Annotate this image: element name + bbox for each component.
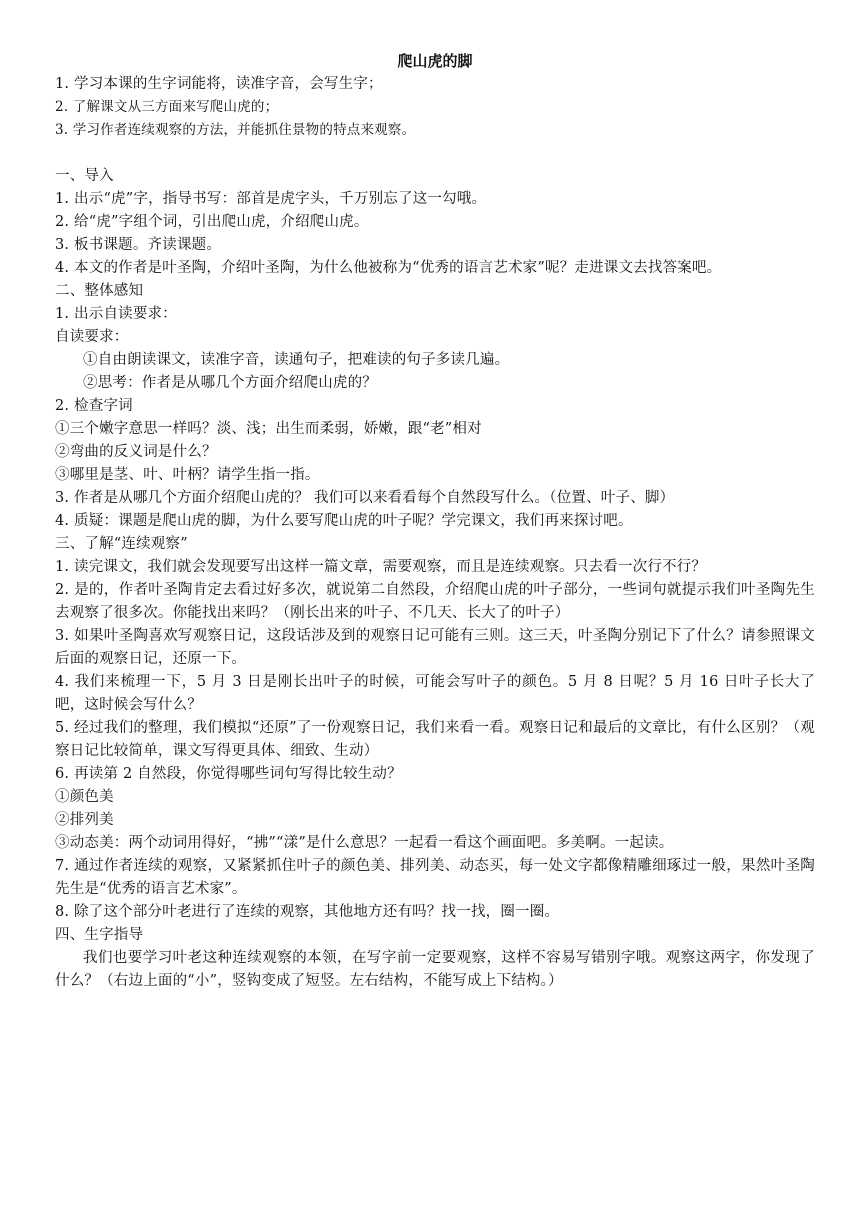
list-item: 6. 再读第 2 自然段，你觉得哪些词句写得比较生动？ bbox=[55, 766, 402, 782]
list-item: 4. 我们来梳理一下，5 月 3 日是刚长出叶子的时候，可能会写叶子的颜色。5 月 8 日呢？5 月 16 日叶子长大了吧，这时候会写什么？ bbox=[55, 674, 815, 713]
list-item: 4. 本文的作者是叶圣陶，介绍叶圣陶，为什么他被称为“优秀的语言艺术家”呢？走进课文去找答案吧。 bbox=[55, 260, 722, 276]
spacer bbox=[55, 142, 815, 165]
goal-item: 1. 学习本课的生字词能将，读准字音，会写生字； bbox=[55, 76, 383, 92]
list-item: 1. 出示自读要求： bbox=[55, 306, 177, 322]
section-heading: 二、整体感知 bbox=[55, 283, 144, 299]
list-item: 4. 质疑：课题是爬山虎的脚，为什么要写爬山虎的叶子呢？学完课文，我们再来探讨吧。 bbox=[55, 513, 633, 529]
list-item: 2. 给“虎”字组个词，引出爬山虎，介绍爬山虎。 bbox=[55, 214, 369, 230]
list-item: 1. 出示“虎”字，指导书写：部首是虎字头，千万别忘了这一勾哦。 bbox=[55, 191, 487, 207]
document-title: 爬山虎的脚 bbox=[397, 52, 473, 70]
list-item: ②弯曲的反义词是什么？ bbox=[55, 444, 217, 460]
list-item: 1. 读完课文，我们就会发现要写出这样一篇文章，需要观察，而且是连续观察。只去看一次行不行？ bbox=[55, 559, 707, 575]
list-item: 7. 通过作者连续的观察，又紧紧抓住叶子的颜色美、排列美、动态买，每一处文字都像精雕细琢过一般，果然叶圣陶先生是“优秀的语言艺术家”。 bbox=[55, 858, 815, 897]
list-item: 8. 除了这个部分叶老进行了连续的观察，其他地方还有吗？找一找，圈一圈。 bbox=[55, 904, 560, 920]
list-item: ③哪里是茎、叶、叶柄？请学生指一指。 bbox=[55, 467, 320, 483]
list-item: 2. 是的，作者叶圣陶肯定去看过好多次，就说第二自然段，介绍爬山虎的叶子部分，一些词句就提示我们叶圣陶先生去观察了很多次。你能找出来吗？（刚长出来的叶子、不几天、长大了的叶子） bbox=[55, 582, 815, 621]
list-item: ②思考：作者是从哪几个方面介绍爬山虎的？ bbox=[83, 375, 377, 391]
document-page bbox=[55, 50, 815, 993]
list-item: 3. 作者是从哪几个方面介绍爬山虎的？ 我们可以来看看每个自然段写什么。（位置、叶子、脚） bbox=[55, 490, 675, 506]
goal-item: 2. 了解课文从三方面来写爬山虎的； bbox=[55, 99, 279, 115]
list-item: ①自由朗读课文，读准字音，读通句子，把难读的句子多读几遍。 bbox=[83, 352, 510, 368]
list-item: ①颜色美 bbox=[55, 789, 114, 805]
paragraph: 我们也要学习叶老这种连续观察的本领，在写字前一定要观察，这样不容易写错别字哦。观察这两字，你发现了什么？（右边上面的“小”，竖钩变成了短竖。左右结构，不能写成上下结构。） bbox=[55, 950, 815, 989]
section-heading: 一、导入 bbox=[55, 168, 114, 184]
list-item: 自读要求： bbox=[55, 329, 129, 345]
list-item: ③动态美：两个动词用得好，“拂”“漾”是什么意思？一起看一看这个画面吧。多美啊。一起读。 bbox=[55, 835, 674, 851]
list-item: 2. 检查字词 bbox=[55, 398, 133, 414]
section-heading: 四、生字指导 bbox=[55, 927, 144, 943]
goal-item: 3. 学习作者连续观察的方法，并能抓住景物的特点来观察。 bbox=[55, 122, 416, 138]
list-item: ①三个嫩字意思一样吗？淡、浅；出生而柔弱，娇嫩，跟“老”相对 bbox=[55, 421, 482, 437]
list-item: 3. 如果叶圣陶喜欢写观察日记，这段话涉及到的观察日记可能有三则。这三天，叶圣陶分别记下了什么？请参照课文后面的观察日记，还原一下。 bbox=[55, 628, 815, 667]
list-item: ②排列美 bbox=[55, 812, 114, 828]
section-heading: 三、了解“连续观察” bbox=[55, 536, 188, 552]
list-item: 3. 板书课题。齐读课题。 bbox=[55, 237, 222, 253]
list-item: 5. 经过我们的整理，我们模拟“还原”了一份观察日记，我们来看一看。观察日记和最后的文章比，有什么区别？（观察日记比较简单，课文写得更具体、细致、生动） bbox=[55, 720, 815, 759]
